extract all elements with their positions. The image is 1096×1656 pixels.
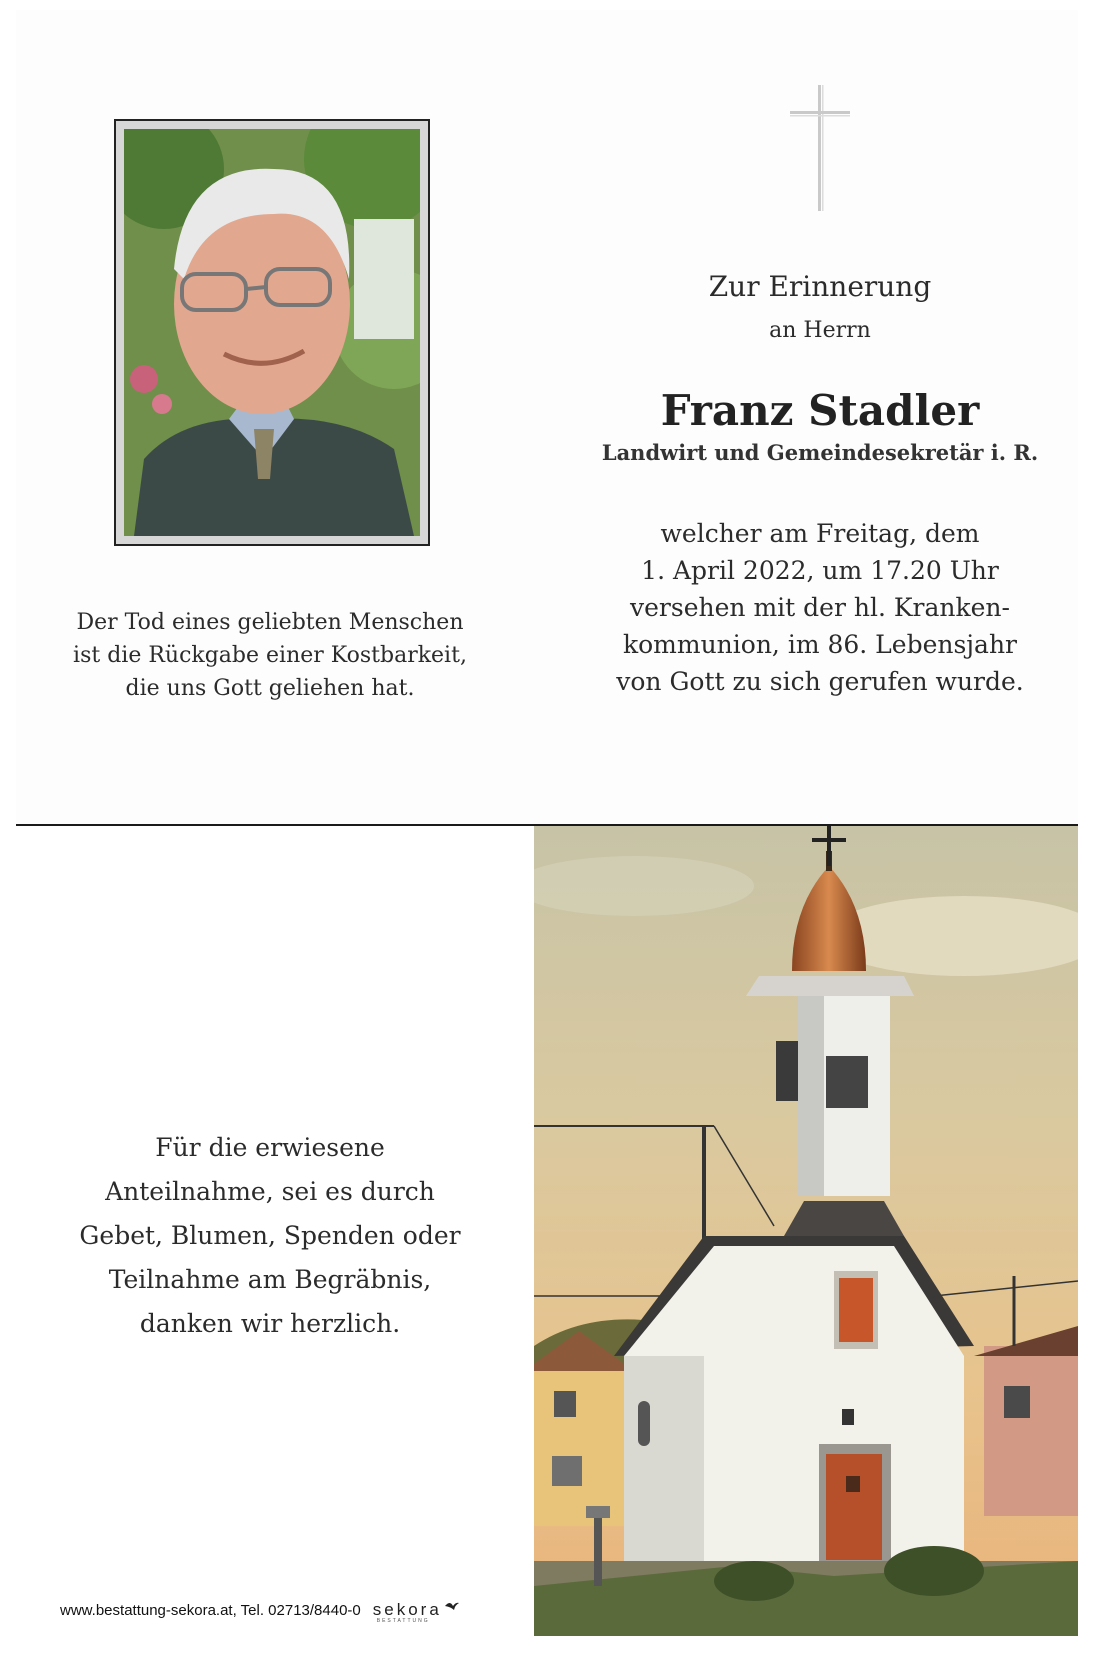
- announcement-line: welcher am Freitag, dem: [660, 519, 980, 548]
- funeral-home-contact: www.bestattung-sekora.at, Tel. 02713/8440-0: [60, 1602, 361, 1619]
- thanks-line: Anteilnahme, sei es durch: [105, 1177, 435, 1206]
- footer: [60, 1600, 460, 1624]
- intro-text: Zur Erinnerung: [708, 270, 932, 303]
- salutation-text: an Herrn: [769, 318, 871, 343]
- portrait-photo-frame: [114, 119, 430, 546]
- funeral-home-logo: [372, 1600, 460, 1624]
- thanks-line: danken wir herzlich.: [139, 1309, 401, 1338]
- brand-name: sekora: [372, 1600, 442, 1619]
- quote-line: die uns Gott geliehen hat.: [125, 676, 415, 701]
- quote-line: ist die Rückgabe einer Kostbarkeit,: [73, 643, 467, 668]
- announcement-line: versehen mit der hl. Kranken-: [630, 593, 1010, 622]
- chapel-illustration: [534, 826, 1078, 1636]
- quote-line: Der Tod eines geliebten Menschen: [76, 610, 464, 635]
- thanks-text: [60, 1126, 480, 1346]
- cross-icon: [790, 85, 850, 211]
- chapel-photo: [534, 826, 1078, 1636]
- deceased-name: Franz Stadler: [660, 386, 980, 435]
- portrait-photo: [124, 129, 420, 536]
- bird-icon: [444, 1600, 460, 1612]
- thanks-line: Gebet, Blumen, Spenden oder: [79, 1221, 461, 1250]
- thanks-line: Teilnahme am Begräbnis,: [108, 1265, 432, 1294]
- announcement-line: 1. April 2022, um 17.20 Uhr: [641, 556, 999, 585]
- brand-subtitle: BESTATTUNG: [376, 1618, 430, 1624]
- memorial-quote: [60, 606, 480, 705]
- death-announcement: [600, 515, 1040, 700]
- portrait-illustration: [124, 129, 420, 536]
- deceased-profession: Landwirt und Gemeindesekretär i. R.: [601, 440, 1039, 465]
- announcement-line: von Gott zu sich gerufen wurde.: [616, 667, 1024, 696]
- thanks-line: Für die erwiesene: [155, 1133, 385, 1162]
- announcement-line: kommunion, im 86. Lebensjahr: [622, 630, 1018, 659]
